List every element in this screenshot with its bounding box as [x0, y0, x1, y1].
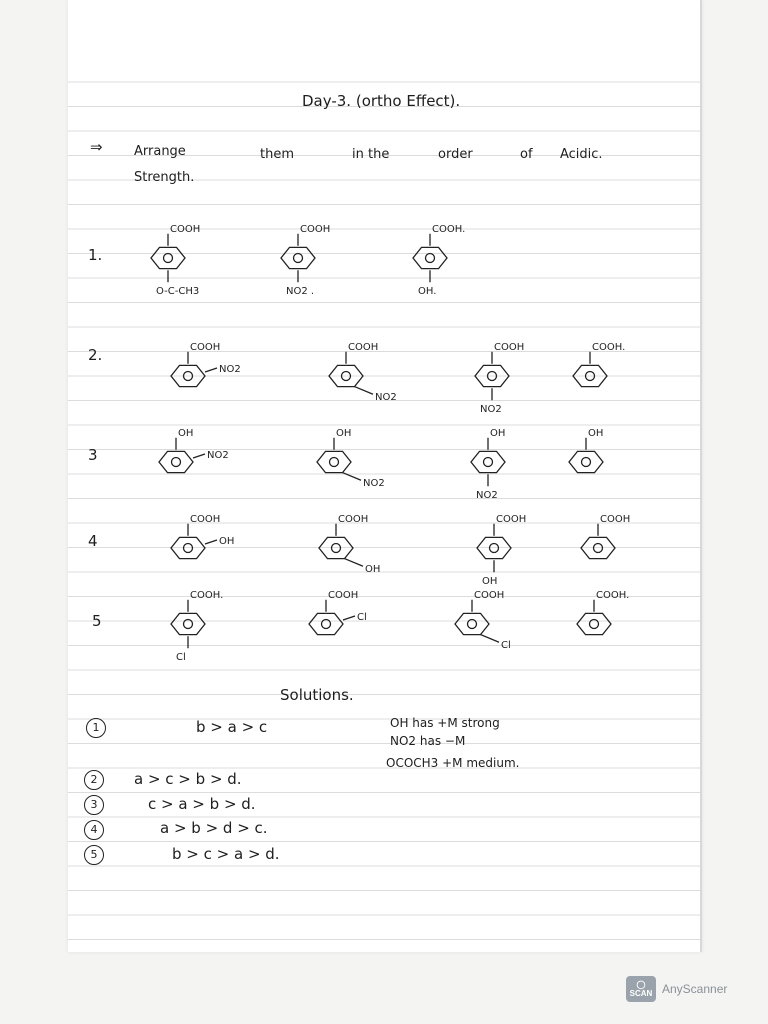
- top-substituent-label: COOH.: [596, 589, 630, 601]
- ring-center-mark: [294, 254, 303, 263]
- ring-center-mark: [342, 372, 351, 381]
- solutions-heading: Solutions.: [280, 686, 354, 704]
- ring-center-mark: [184, 372, 193, 381]
- substituent-label: NO2: [363, 478, 385, 490]
- solution-answer: b > c > a > d.: [172, 845, 280, 863]
- solution-number: [84, 845, 104, 865]
- ortho-bond: [193, 454, 205, 458]
- substituent-label: NO2: [375, 392, 397, 404]
- top-substituent-label: COOH: [170, 223, 201, 235]
- benzene-ring: [159, 451, 193, 472]
- solution-note: OCOCH3 +M medium.: [386, 756, 520, 770]
- ring-center-mark: [590, 620, 599, 629]
- substituent-label: OH: [219, 536, 235, 547]
- question-word: Arrange: [134, 144, 186, 159]
- page-title: Day-3. (ortho Effect).: [302, 92, 461, 110]
- scanner-brand: AnyScanner: [662, 982, 728, 996]
- benzene-ring: [171, 365, 205, 386]
- solution-number-text: 3: [90, 798, 98, 811]
- question-word: them: [260, 147, 294, 162]
- substituent-label: O-C-CH3: [156, 286, 200, 298]
- solution-number-text: 5: [90, 848, 98, 861]
- scan-app-icon: [626, 976, 656, 1002]
- problem-number: 4: [88, 532, 98, 550]
- top-substituent-label: COOH: [496, 513, 527, 525]
- question-word: order: [438, 147, 473, 162]
- benzene-ring: [281, 247, 315, 268]
- ring-center-mark: [468, 620, 477, 629]
- meta-bond: [355, 387, 374, 395]
- ring-center-mark: [164, 254, 173, 263]
- question-word: of: [520, 147, 533, 162]
- benzene-ring: [329, 365, 363, 386]
- ring-center-mark: [490, 544, 499, 553]
- substituent-label: NO2: [207, 450, 229, 461]
- top-substituent-label: COOH: [328, 589, 359, 601]
- benzene-ring: [455, 613, 489, 634]
- substituent-label: Cl: [501, 640, 511, 652]
- solution-answer: a > b > d > c.: [160, 819, 268, 837]
- benzene-ring: [471, 451, 505, 472]
- benzene-ring: [317, 451, 351, 472]
- top-substituent-label: COOH.: [190, 589, 224, 601]
- question-line2: Strength.: [134, 170, 195, 185]
- solution-number: [84, 820, 104, 840]
- scanner-watermark: [626, 976, 727, 1002]
- solution-note: NO2 has −M: [390, 734, 466, 748]
- benzene-ring: [309, 613, 343, 634]
- ring-center-mark: [322, 620, 331, 629]
- substituent-label: Cl: [357, 612, 367, 623]
- top-substituent-label: OH: [588, 427, 604, 439]
- substituent-label: Cl: [176, 652, 186, 664]
- problem-number: 5: [92, 612, 102, 630]
- scan-icon-label: SCAN: [629, 989, 653, 998]
- ring-center-mark: [184, 544, 193, 553]
- camera-icon: ◯: [636, 980, 646, 989]
- top-substituent-label: COOH: [300, 223, 331, 235]
- question-word: in the: [352, 147, 390, 162]
- ortho-bond: [205, 540, 217, 544]
- benzene-ring: [319, 537, 353, 558]
- question-word: Acidic.: [560, 147, 603, 162]
- substituent-label: NO2: [476, 490, 498, 502]
- benzene-ring: [171, 537, 205, 558]
- benzene-ring: [151, 247, 185, 268]
- meta-bond: [481, 635, 500, 643]
- top-substituent-label: OH: [336, 427, 352, 439]
- substituent-label: NO2 .: [286, 286, 315, 298]
- substituent-label: OH.: [418, 286, 437, 298]
- ring-center-mark: [426, 254, 435, 263]
- top-substituent-label: COOH: [338, 513, 369, 525]
- problem-number: 3: [88, 446, 98, 464]
- benzene-ring: [569, 451, 603, 472]
- meta-bond: [345, 559, 364, 567]
- solution-answer: a > c > b > d.: [134, 770, 242, 788]
- notebook-page: [68, 0, 702, 952]
- top-substituent-label: COOH: [600, 513, 631, 525]
- top-substituent-label: COOH.: [592, 341, 626, 353]
- benzene-ring: [171, 613, 205, 634]
- solution-number-text: 4: [90, 823, 98, 836]
- problem-number: 1.: [88, 246, 103, 264]
- meta-bond: [343, 473, 362, 481]
- top-substituent-label: COOH: [190, 513, 221, 525]
- solution-note: OH has +M strong: [390, 716, 500, 730]
- benzene-ring: [413, 247, 447, 268]
- benzene-ring: [581, 537, 615, 558]
- benzene-ring: [577, 613, 611, 634]
- benzene-ring: [475, 365, 509, 386]
- substituent-label: OH: [365, 564, 381, 576]
- top-substituent-label: OH: [490, 427, 506, 439]
- substituent-label: NO2: [480, 404, 502, 416]
- ring-center-mark: [488, 372, 497, 381]
- top-substituent-label: OH: [178, 427, 194, 439]
- ring-center-mark: [594, 544, 603, 553]
- ring-center-mark: [582, 458, 591, 467]
- top-substituent-label: COOH: [494, 341, 525, 353]
- ring-center-mark: [172, 458, 181, 467]
- benzene-ring: [573, 365, 607, 386]
- benzene-ring: [477, 537, 511, 558]
- ring-center-mark: [332, 544, 341, 553]
- top-substituent-label: COOH: [190, 341, 221, 353]
- substituent-label: NO2: [219, 364, 241, 375]
- ortho-bond: [343, 616, 355, 620]
- solution-number: [84, 770, 104, 790]
- solution-number-text: 1: [92, 721, 100, 734]
- top-substituent-label: COOH.: [432, 223, 466, 235]
- solution-answer: b > a > c: [196, 718, 268, 736]
- question-arrow: ⇒: [90, 138, 103, 156]
- ring-center-mark: [184, 620, 193, 629]
- problem-number: 2.: [88, 346, 103, 364]
- top-substituent-label: COOH: [474, 589, 505, 601]
- solution-number: [84, 795, 104, 815]
- substituent-label: OH: [482, 576, 498, 588]
- ring-center-mark: [586, 372, 595, 381]
- ortho-bond: [205, 368, 217, 372]
- solution-number: [86, 718, 106, 738]
- solution-number-text: 2: [90, 773, 98, 786]
- solution-answer: c > a > b > d.: [148, 795, 256, 813]
- molecules-layer: [68, 0, 700, 700]
- ring-center-mark: [484, 458, 493, 467]
- ring-center-mark: [330, 458, 339, 467]
- top-substituent-label: COOH: [348, 341, 379, 353]
